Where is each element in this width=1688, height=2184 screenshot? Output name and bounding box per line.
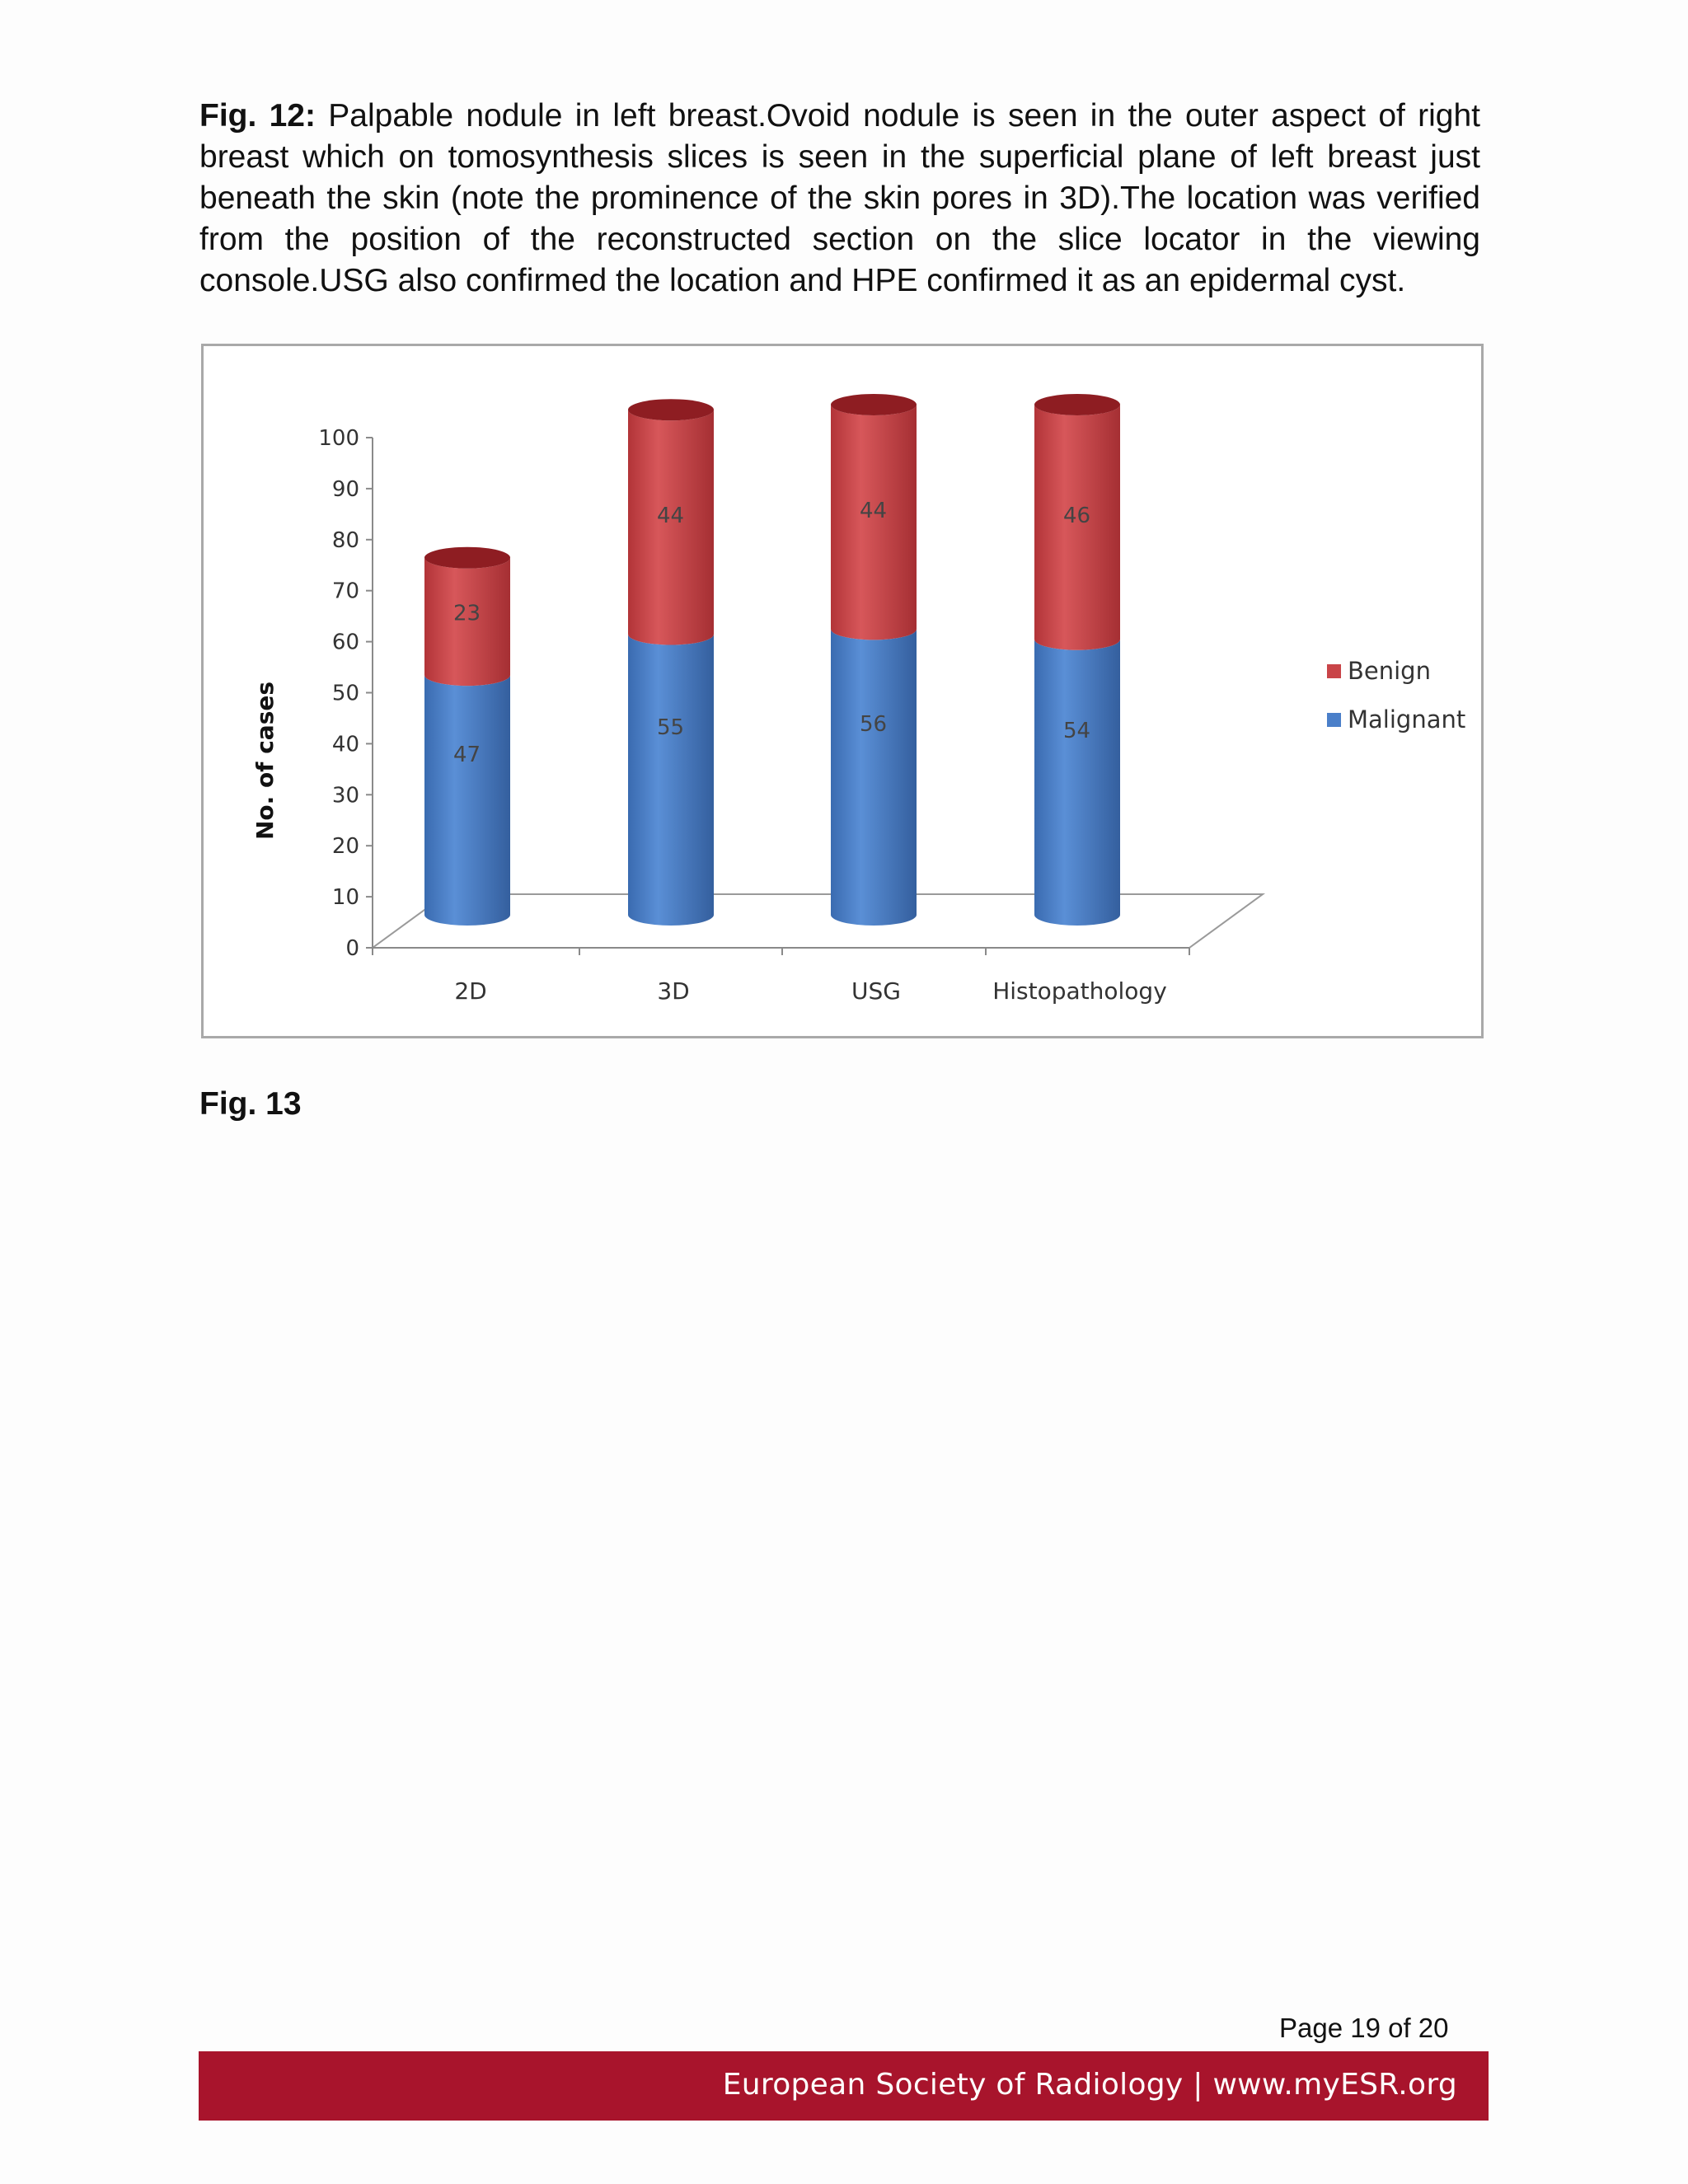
data-label-malignant: 54 bbox=[1063, 719, 1091, 744]
data-label-benign: 44 bbox=[860, 499, 888, 524]
y-tick-label: 90 bbox=[331, 476, 359, 502]
y-tick-label: 100 bbox=[318, 426, 359, 451]
y-tick-label: 0 bbox=[345, 936, 359, 961]
legend-swatch-malignant bbox=[1327, 713, 1341, 727]
x-category-label: 3D bbox=[657, 977, 690, 1005]
y-tick-label: 10 bbox=[331, 885, 359, 911]
y-tick-label: 50 bbox=[331, 681, 359, 706]
bar-top-cap bbox=[831, 394, 917, 415]
legend-label-malignant: Malignant bbox=[1348, 705, 1466, 733]
data-label-benign: 23 bbox=[453, 601, 481, 626]
bar-malignant bbox=[628, 635, 714, 926]
stacked-cylinder-bar-chart bbox=[204, 346, 1481, 1036]
bar-malignant bbox=[831, 629, 917, 926]
bar-top-cap bbox=[1034, 394, 1120, 415]
x-category-label: Histopathology bbox=[992, 977, 1167, 1005]
bar-malignant bbox=[424, 675, 510, 926]
figure-13-label: Fig. 13 bbox=[199, 1086, 302, 1122]
bar-top-cap bbox=[424, 547, 510, 569]
data-label-benign: 46 bbox=[1063, 503, 1091, 528]
figure-12-caption bbox=[199, 96, 1480, 302]
figure-12-text: Palpable nodule in left breast.Ovoid nodule is seen in the outer aspect of right breast which on tomosynthesis slices is seen in the superficial plane of left breast just beneath the skin (note the prominence of the skin pores in 3D).The location was verified from the position of the reconstructed section on the slice locator in the viewing console.USG also confirmed the location and HPE confirmed it as an epidermal cyst. bbox=[199, 98, 1480, 298]
x-category-label: 2D bbox=[454, 977, 487, 1005]
figure-12-label: Fig. 12: bbox=[199, 98, 316, 134]
y-tick-label: 70 bbox=[331, 579, 359, 604]
data-label-benign: 44 bbox=[657, 504, 685, 529]
data-label-malignant: 47 bbox=[453, 743, 481, 768]
y-tick-label: 80 bbox=[331, 527, 359, 553]
y-tick-label: 60 bbox=[331, 630, 359, 655]
footer-text: European Society of Radiology | www.myESR.org bbox=[722, 2068, 1457, 2102]
x-category-label: USG bbox=[851, 977, 901, 1005]
data-label-malignant: 55 bbox=[657, 715, 685, 740]
page-number: Page 19 of 20 bbox=[1279, 2013, 1449, 2043]
figure-13-chart bbox=[201, 344, 1484, 1038]
data-label-malignant: 56 bbox=[860, 711, 888, 737]
y-tick-label: 40 bbox=[331, 732, 359, 757]
legend-swatch-benign bbox=[1327, 664, 1341, 678]
bar-malignant bbox=[1034, 640, 1120, 926]
y-axis-title: No. of cases bbox=[251, 681, 279, 841]
bar-top-cap bbox=[628, 399, 714, 420]
y-tick-label: 20 bbox=[331, 834, 359, 860]
y-tick-label: 30 bbox=[331, 783, 359, 808]
legend-label-benign: Benign bbox=[1348, 657, 1431, 685]
footer-bar bbox=[199, 2051, 1489, 2121]
